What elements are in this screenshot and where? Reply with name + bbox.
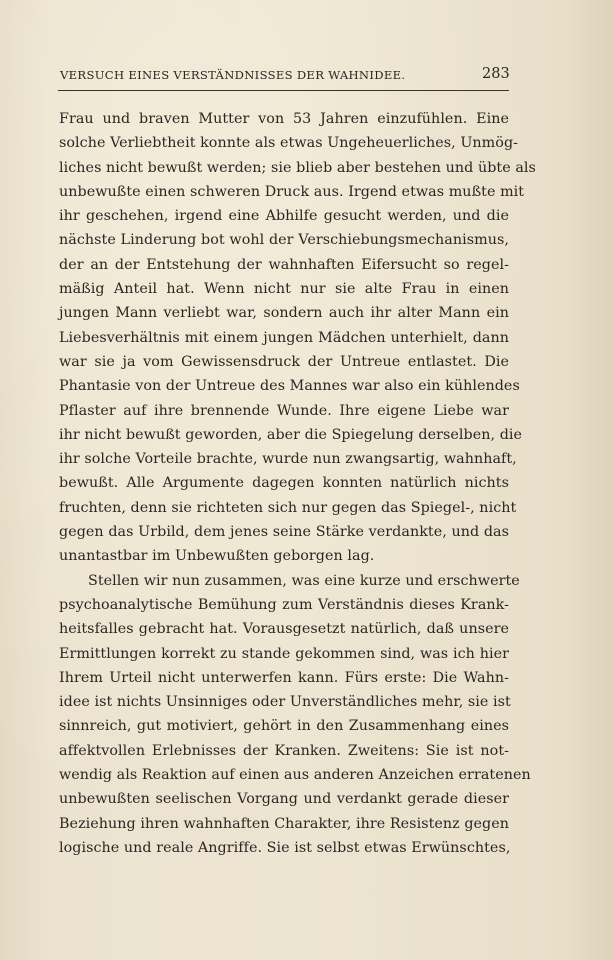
page-number: 283 — [482, 66, 510, 82]
text-line: jungen Mann verliebt war, sondern auch ihr alter Mann ein — [59, 305, 509, 322]
text-line: liches nicht bewußt werden; sie blieb aber bestehen und übte als — [59, 159, 536, 176]
text-line: Liebesverhältnis mit einem jungen Mädchen unterhielt, dann — [59, 329, 509, 346]
text-line: Ermittlungen korrekt zu stande gekommen sind, was ich hier — [59, 645, 509, 662]
text-line: unbewußte einen schweren Druck aus. Irgend etwas mußte mit — [59, 183, 525, 200]
text-line: ihr solche Vorteile brachte, wurde nun zwangsartig, wahnhaft, — [59, 451, 517, 468]
text-line: bewußt. Alle Argumente dagegen konnten natürlich nichts — [59, 475, 509, 492]
text-line: war sie ja vom Gewissensdruck der Untreue entlastet. Die — [59, 353, 509, 370]
text-line: solche Verliebtheit konnte als etwas Ungeheuerliches, Unmög- — [59, 135, 519, 152]
text-line: unbewußten seelischen Vorgang und verdankt gerade dieser — [59, 791, 509, 808]
text-line: fruchten, denn sie richteten sich nur gegen das Spiegel-, nicht — [59, 499, 517, 516]
text-line: Frau und braven Mutter von 53 Jahren einzufühlen. Eine — [59, 111, 509, 127]
text-line: idee ist nichts Unsinniges oder Unverständliches mehr, sie ist — [59, 694, 511, 711]
text-line: Phantasie von der Untreue des Mannes war also ein kühlendes — [59, 378, 520, 395]
text-line: logische und reale Angriffe. Sie ist selbst etwas Erwünschtes, — [59, 839, 511, 856]
text-line: ihr nicht bewußt geworden, aber die Spiegelung derselben, die — [59, 426, 523, 443]
text-line: Ihrem Urteil nicht unterwerfen kann. Fürs erste: Die Wahn- — [59, 669, 509, 686]
text-line: psychoanalytische Bemühung zum Verständnis dieses Krank- — [59, 596, 509, 613]
text-line: mäßig Anteil hat. Wenn nicht nur sie alte Frau in einen — [59, 281, 509, 298]
text-line: ihr geschehen, irgend eine Abhilfe gesucht werden, und die — [59, 208, 509, 225]
text-line: Pflaster auf ihre brennende Wunde. Ihre eigene Liebe war — [59, 402, 509, 419]
text-line: sinnreich, gut motiviert, gehört in den Zusammenhang eines — [59, 718, 509, 735]
text-line: nächste Linderung bot wohl der Verschiebungsmechanismus, — [59, 232, 509, 249]
text-line-paragraph-end: unantastbar im Unbewußten geborgen lag. — [59, 548, 375, 565]
text-line-paragraph-start: Stellen wir nun zusammen, was eine kurze und erschwerte — [88, 572, 520, 589]
body-text — [59, 107, 536, 860]
text-line: der an der Entstehung der wahnhaften Eifersucht so regel- — [59, 256, 509, 273]
text-line: heitsfalles gebracht hat. Vorausgesetzt natürlich, daß unsere — [59, 621, 509, 638]
text-line: wendig als Reaktion auf einen aus anderen Anzeichen erratenen — [59, 767, 531, 784]
text-line: Beziehung ihren wahnhaften Charakter, ihre Resistenz gegen — [59, 815, 510, 832]
text-line: affektvollen Erlebnisses der Kranken. Zweitens: Sie ist not- — [59, 742, 509, 759]
running-head: VERSUCH EINES VERSTÄNDNISSES DER WAHNIDEE. — [60, 68, 406, 82]
header-rule — [58, 90, 509, 91]
text-line: gegen das Urbild, dem jenes seine Stärke verdankte, und das — [59, 524, 509, 541]
